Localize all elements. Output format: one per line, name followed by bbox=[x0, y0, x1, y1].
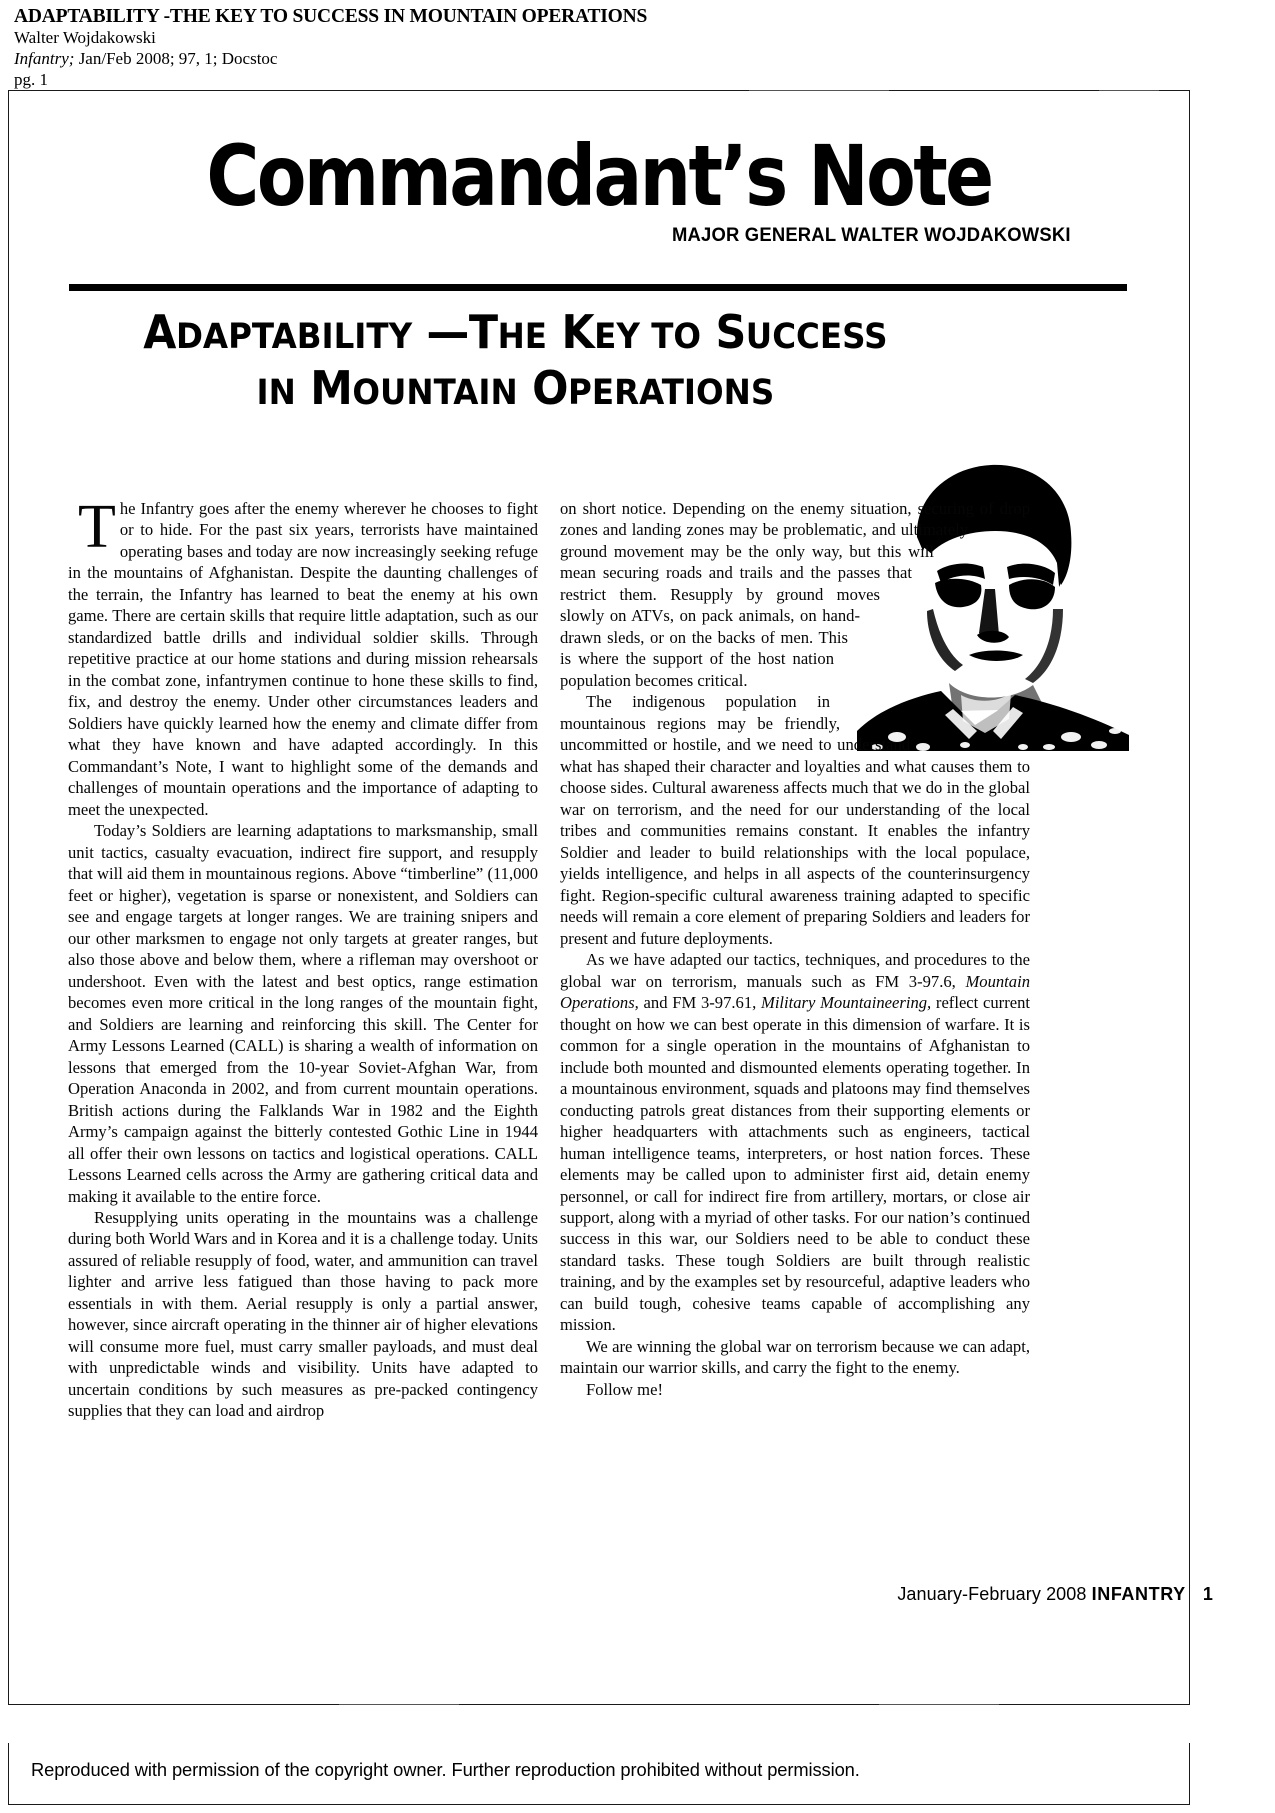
copyright-notice-text: Reproduced with permission of the copyright owner. Further reproduction prohibited without permission. bbox=[31, 1759, 860, 1780]
paragraph-text: Resupplying units operating in the mountains was a challenge during both World Wars and in Korea and it is a challenge today. Units assured of reliable resupply of food, water, and ammunition can travel lighter and arrive less fatigued than those having to pack more essentials in with them. Aerial resupply is only a partial answer, however, since aircraft operating in the thinner air of higher elevations will consume more fuel, must carry smaller payloads, and must deal with unpredictable winds and visibility. Units have adapted to uncertain conditions by such measures as pre-packed contingency supplies that they can load and airdrop bbox=[68, 1207, 538, 1421]
masthead-divider-rule bbox=[69, 284, 1127, 291]
paragraph bbox=[560, 1379, 1030, 1400]
headline-sc-adaptability: DAPTABILITY bbox=[175, 317, 413, 357]
paragraph-text: As we have adapted our tactics, techniques, and procedures to the global war on terrorism, manuals such as FM 3-97.6, Mountain Operations, and FM 3-97.61, Military Mountaineering, reflect current thought on how we can best operate in this dimension of warfare. It is common for a single operation in the mountains of Afghanistan to include both mounted and dismounted elements operating together. In a mountainous environment, squads and platoons may find themselves conducting patrols great distances from their supporting elements or higher headquarters with attachments such as engineers, tactical human intelligence teams, interpreters, or host nation forces. These elements may be called upon to administer first aid, detain enemy personnel, or call for indirect fire from artillery, mortars, or close air support, along with a myriad of other tasks. For our nation’s continued success in this war, our Soldiers need to be able to conduct these standard tasks. These tough Soldiers are built through realistic training, and by the examples set by resourceful, adaptive leaders who can build tough, cohesive teams capable of accomplishing any mission. bbox=[560, 950, 1030, 1335]
headline-cap-s: S bbox=[701, 305, 746, 359]
paragraph bbox=[560, 1336, 1030, 1379]
paragraph-text: We are winning the global war on terrorism because we can adapt, maintain our warrior skills, and carry the fight to the enemy. bbox=[560, 1336, 1030, 1378]
paragraph-text: of men. This is where the support of the host nation population becomes critical. bbox=[560, 627, 848, 690]
scan-source-journal: Infantry; bbox=[14, 49, 75, 69]
paragraph-text: Follow me! bbox=[586, 1379, 663, 1399]
folio-page-number: 1 bbox=[1202, 1584, 1213, 1604]
page-folio bbox=[897, 1584, 1213, 1605]
masthead-title: Commandant’s Note bbox=[206, 127, 992, 225]
folio-date: January-February 2008 bbox=[897, 1584, 1087, 1604]
masthead bbox=[9, 127, 1189, 247]
headline-sc-to: TO bbox=[639, 317, 702, 357]
scan-author: Walter Wojdakowski bbox=[14, 28, 156, 48]
copyright-notice-box bbox=[8, 1743, 1190, 1805]
paragraph bbox=[68, 493, 538, 820]
headline-cap-k: K bbox=[547, 305, 595, 359]
scan-article-title: ADAPTABILITY -THE KEY TO SUCCESS IN MOUNTAIN OPERATIONS bbox=[14, 6, 648, 27]
paragraph-text: Today’s Soldiers are learning adaptations to marksmanship, small unit tactics, casualty evacuation, indirect fire support, and resupply that will aid them in mountainous regions. Above “timberline” (11,000 feet or higher), vegetation is sparse or nonexistent, and Soldiers can see and engage targets at longer ranges. We are training snipers and our other marksmen to engage not only targets at greater ranges, but also those above and below them, where a rifleman may overshoot or undershoot. Even with the latest and best optics, range estimation becomes even more critical in the long ranges of the mountain fight, and Soldiers are learning and reinforcing this skill. The Center for Army Lessons Learned (CALL) is sharing a wealth of information on lessons that emerged from the 10-year Soviet-Afghan War, from Operation Anaconda in 2002, and from current mountain operations. British actions during the Falklands War in 1982 and the Eighth Army’s campaign against the bitterly contested Gothic Line in 1944 all offer their own lessons on tactics and logistical operations. CALL Lessons Learned cells across the Army are gathering critical data and making it available to the entire force. bbox=[68, 821, 538, 1206]
headline-sc-perations: PERATIONS bbox=[568, 373, 775, 414]
headline-cap-t: T bbox=[468, 305, 498, 359]
headline-cap-a: A bbox=[143, 305, 176, 359]
frame-tick-bottom-left bbox=[339, 1704, 459, 1705]
article-headline bbox=[69, 304, 962, 416]
headline-emdash: — bbox=[412, 305, 469, 359]
paragraph-text-wrapped: on short notice. Depending on the enemy situation, securing of drop zones and landing zones may be problematic, and ultimately ground movement may be the only way, but this will mean securing roads and trails and the passes that restrict them. Resupply by ground moves slowly on ATVs, on pack animals, on hand-drawn sleds, or on the backs bbox=[560, 499, 1030, 647]
frame-tick-top-right bbox=[1099, 90, 1159, 91]
scan-source-detail: Jan/Feb 2008; 97, 1; Docstoc bbox=[74, 49, 278, 69]
body-column-right bbox=[560, 498, 1030, 1400]
headline-sc-ey: EY bbox=[594, 317, 640, 357]
masthead-byline: MAJOR GENERAL WALTER WOJDAKOWSKI bbox=[671, 224, 1071, 246]
frame-tick-bottom-right bbox=[879, 1704, 999, 1705]
paragraph bbox=[560, 949, 1030, 1336]
frame-tick-top-left bbox=[749, 90, 889, 91]
scan-header-block bbox=[14, 6, 1164, 91]
headline-sc-in: IN bbox=[256, 373, 296, 414]
headline-sc-he: HE bbox=[497, 317, 548, 357]
paragraph-text: The indigenous population in mountainous regions may be friendly, uncommitted or hostile, and we need to understand what has shaped their character and loyalties and what causes them to choose sides. Cultural awareness affects much that we do in the global war on terrorism, and the need for our understanding of the local tribes and communities remains constant. It enables the infantry Soldier and leader to build relationships with the local populace, yields intelligence, and helps in all aspects of the counterinsurgency fight. Region-specific cultural awareness training adapted to specific needs will remain a core element of preparing Soldiers and leaders for present and future deployments. bbox=[560, 692, 1030, 948]
headline-line-2 bbox=[69, 360, 962, 416]
headline-sc-ountain: OUNTAIN bbox=[352, 373, 518, 414]
folio-magazine-name: INFANTRY bbox=[1091, 1584, 1186, 1604]
body-column-left bbox=[68, 493, 538, 1422]
drop-cap: T bbox=[78, 493, 116, 561]
paragraph bbox=[68, 1207, 538, 1422]
paragraph bbox=[68, 820, 538, 1207]
headline-sc-uccess: UCCESS bbox=[745, 317, 888, 357]
headline-cap-o: O bbox=[517, 361, 569, 416]
scan-page-label: pg. 1 bbox=[14, 69, 48, 89]
paragraph-text: he Infantry goes after the enemy wherever he chooses to fight or to hide. For the past six years, terrorists have maintained operating bases and today are now increasingly seeking refuge in the mountains of Afghanistan. Despite the daunting challenges of the terrain, the Infantry has learned to beat the enemy at his own game. There are certain skills that require little adaptation, such as our standardized battle drills and individual soldier skills. Through repetitive practice at our home stations and during mission rehearsals in the combat zone, infantrymen continue to hone these skills to find, fix, and destroy the enemy. Under other circumstances leaders and Soldiers have quickly learned how the enemy and climate differ from what they have known and have adapted accordingly. In this Commandant’s Note, I want to highlight some of the demands and challenges of mountain operations and the importance of adapting to meet the unexpected. bbox=[68, 499, 538, 819]
scan-source-line bbox=[14, 49, 1164, 70]
headline-cap-m: M bbox=[295, 361, 353, 416]
